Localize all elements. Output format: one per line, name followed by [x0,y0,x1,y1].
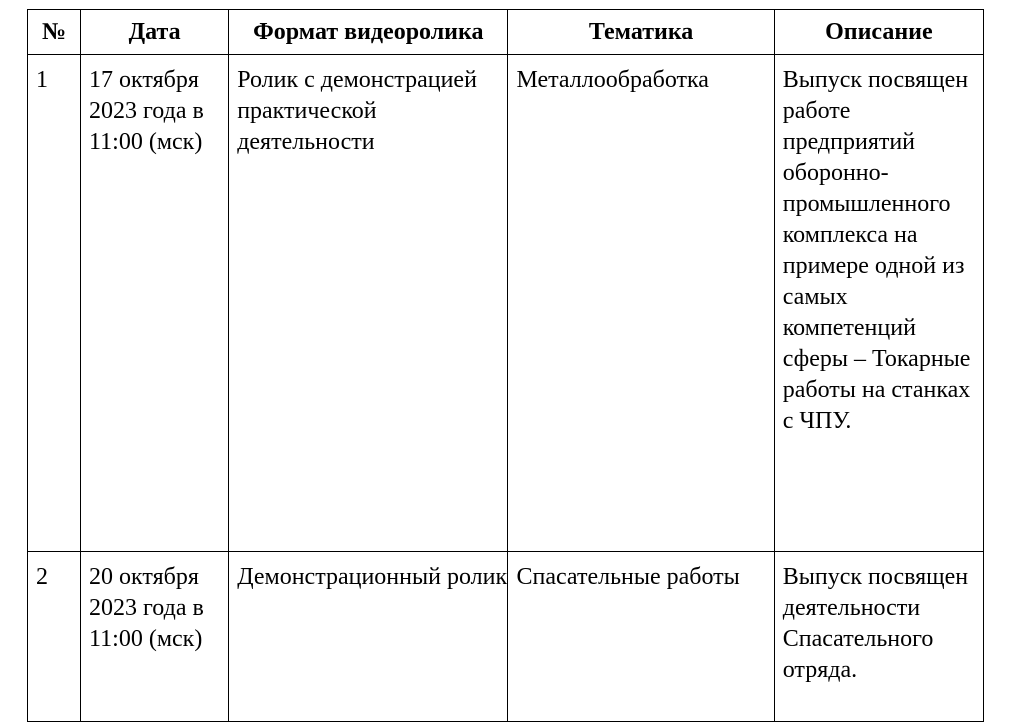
cell-date [81,552,229,722]
cell-format [229,552,508,722]
video-schedule-table [27,9,984,722]
row-description: Выпуск посвящен деятельности Спасательного отряда. [782,564,969,683]
cell-number [28,552,81,722]
header-topic: Тематика [508,10,774,55]
header-date: Дата [81,10,229,55]
header-row [28,10,984,55]
row-topic: Металлообработка [516,67,709,93]
row-date: 17 октября 2023 года в 11:00 (мск) [89,67,204,155]
row-format: Ролик с демонстрацией практической деятельности [237,67,477,155]
header-description: Описание [774,10,983,55]
cell-description [774,55,983,552]
header-video-format: Формат видеоролика [229,10,508,55]
header-number: № [28,10,81,55]
cell-topic [508,55,774,552]
cell-format [229,55,508,552]
table-row [28,552,984,722]
row-topic: Спасательные работы [516,564,740,590]
table-header [28,10,984,55]
cell-date [81,55,229,552]
table-body [28,55,984,722]
table-row [28,55,984,552]
row-format: Демонстрационный ролик [237,564,508,590]
cell-topic [508,552,774,722]
row-date: 20 октября 2023 года в 11:00 (мск) [89,564,204,652]
cell-number [28,55,81,552]
row-number: 1 [36,67,48,93]
cell-description [774,552,983,722]
row-description: Выпуск посвящен работе предприятий оборонно-промышленного комплекса на примере одной из самых компетенций сферы – Токарные работы на станках с ЧПУ. [782,67,971,434]
row-number: 2 [36,564,48,590]
